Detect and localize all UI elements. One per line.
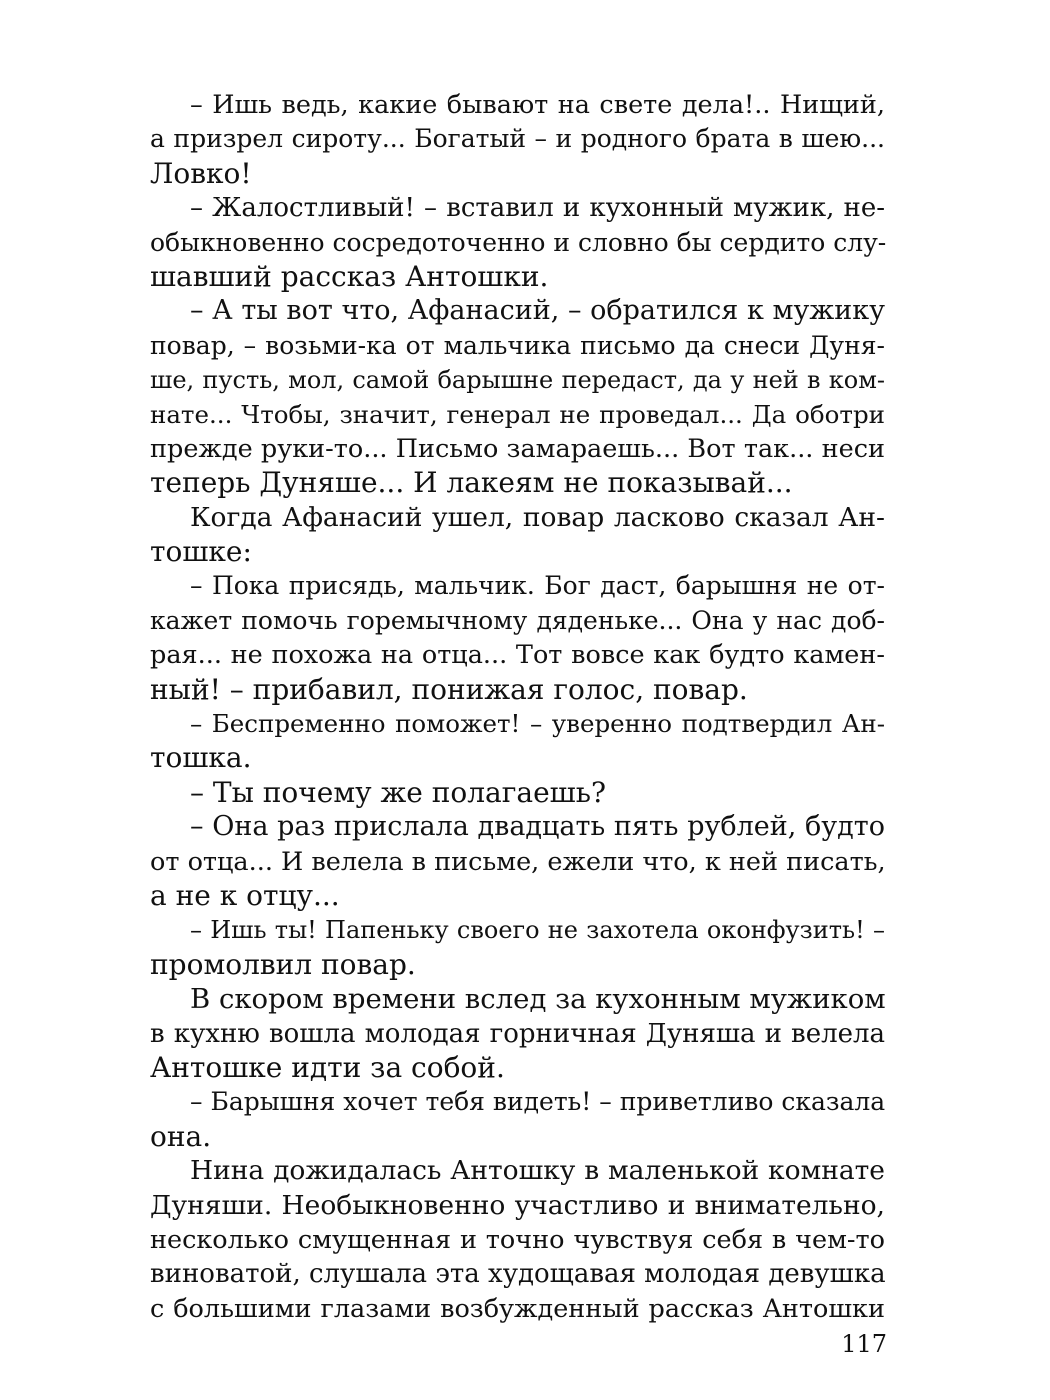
text-line: ный! – прибавил, понижая голос, повар. [150,672,748,706]
text-line: – Ишь ты! Папеньку своего не захотела оконфузить! – [190,916,885,945]
text-line: в кухню вошла молодая горничная Дуняша и велела [150,1018,885,1049]
text-line: Дуняши. Необыкновенно участливо и внимательно, [150,1189,885,1221]
text-line: виноватой, слушала эта худощавая молодая девушка [150,1259,886,1290]
text-line: Антошке идти за собой. [150,1050,505,1084]
text-line: несколько смущенная и точно чувствуя себя в чем-то [150,1224,885,1255]
text-line: – Ты почему же полагаешь? [190,775,606,809]
text-line: – Беспременно поможет! – уверенно подтвердил Ан- [190,709,885,739]
text-line: она. [150,1119,212,1153]
text-line: а призрел сироту... Богатый – и родного брата в шею... [150,124,885,154]
text-line: обыкновенно сосредоточенно и словно бы сердито слу- [150,227,887,257]
text-line: повар, – возьми-ка от мальчика письмо да снеси Дуня- [150,330,885,360]
text-line: тошка. [150,741,252,775]
text-line: – Пока присядь, мальчик. Бог даст, барышня не от- [190,571,885,601]
text-line: кажет помочь горемычному дяденьке... Она у нас доб- [150,605,885,635]
text-line: нате... Чтобы, значит, генерал не проведал... Да оботри [150,399,885,429]
text-line: тошке: [150,535,252,569]
text-line: а не к отцу... [150,878,340,912]
body-text [150,88,885,1326]
text-line: ше, пусть, мол, самой барышне передаст, да у ней в ком- [150,366,885,395]
text-line: Когда Афанасий ушел, повар ласково сказал Ан- [190,501,885,533]
text-line: прежде руки-то... Письмо замараешь... Вот так... неси [150,433,885,464]
text-line: В скором времени вслед за кухонным мужиком [190,983,886,1016]
text-line: шавший рассказ Антошки. [150,259,549,293]
text-line: – А ты вот что, Афанасий, – обратился к мужику [190,295,885,327]
text-line: – Ишь ведь, какие бывают на свете дела!.. Нищий, [190,90,885,120]
text-line: – Она раз прислала двадцать пять рублей, будто [190,811,885,843]
text-line: – Жалостливый! – вставил и кухонный мужик, не- [190,193,885,224]
text-line: промолвил повар. [150,947,416,981]
text-line: Ловко! [150,156,252,190]
text-line: теперь Дуняше... И лакеям не показывай... [150,466,793,500]
text-line: – Барышня хочет тебя видеть! – приветливо сказала [190,1087,886,1117]
text-line: рая... не похожа на отца... Тот вовсе как будто камен- [150,640,885,671]
text-line: Нина дожидалась Антошку в маленькой комнате [190,1155,885,1187]
text-line: от отца... И велела в письме, ежели что, к ней писать, [150,846,886,877]
page-number: 117 [841,1330,887,1358]
text-line: с большими глазами возбужденный рассказ Антошки [150,1293,885,1324]
